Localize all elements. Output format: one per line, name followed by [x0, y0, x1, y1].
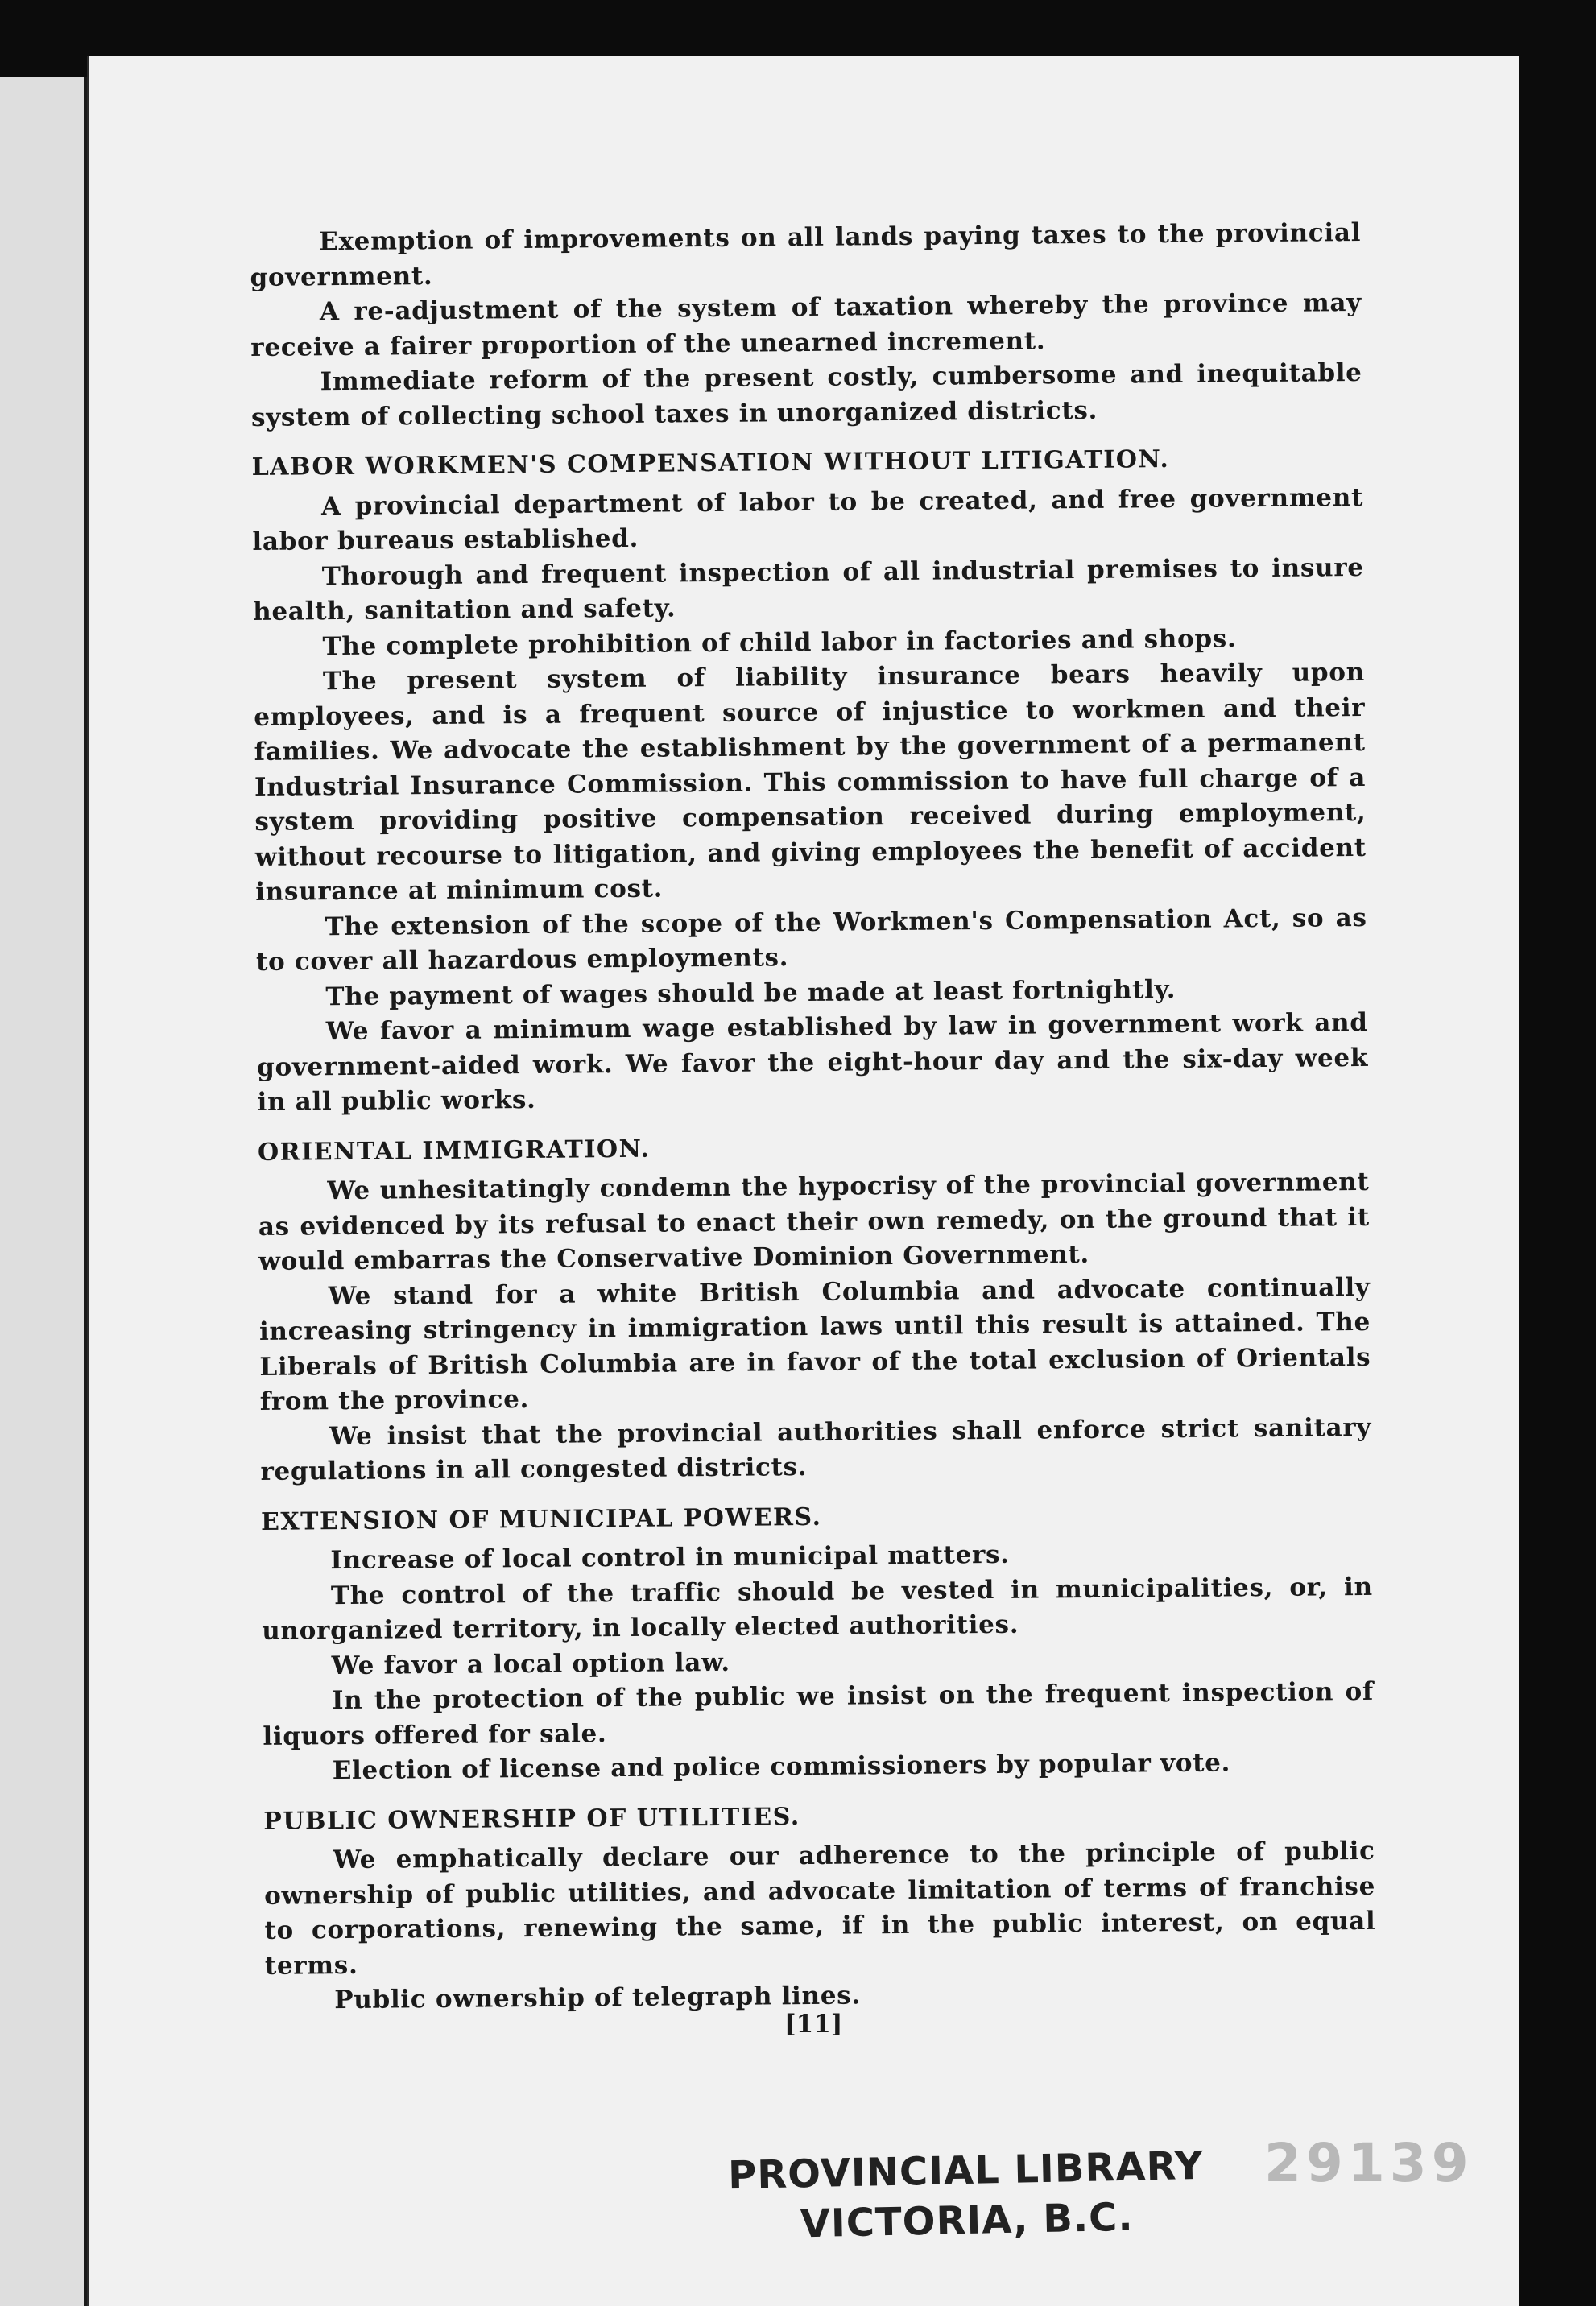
- paragraph: We insist that the provincial authorities shall enforce strict sanitary regulations in all congested districts.: [260, 1412, 1372, 1486]
- section-heading-labor: LABOR WORKMEN'S COMPENSATION WITHOUT LITIGATION.: [251, 445, 1170, 481]
- paragraph: We favor a local option law.: [331, 1647, 730, 1680]
- paragraph: We emphatically declare our adherence to the principle of public ownership of public utilities, and advocate limitation of terms of franchise to corporations, renewing the same, if in the public interest, on equal terms.: [263, 1836, 1376, 1981]
- section-heading-public-ownership: PUBLIC OWNERSHIP OF UTILITIES.: [263, 1802, 800, 1836]
- page-content: [250, 216, 1376, 2019]
- paragraph: The extension of the scope of the Workmen's Compensation Act, so as to cover all hazardous employments.: [255, 903, 1367, 977]
- paragraph: The complete prohibition of child labor in factories and shops.: [322, 623, 1237, 661]
- paragraph: In the protection of the public we insist on the frequent inspection of liquors offered for sale.: [263, 1676, 1375, 1751]
- paragraph: We stand for a white British Columbia and advocate continually increasing stringency in immigration laws until this result is attained. The Liberals of British Columbia are in favor of the total exclusion of Orientals from the province.: [258, 1272, 1371, 1416]
- page-number: [11]: [784, 2010, 843, 2039]
- library-stamp: [708, 2140, 1225, 2250]
- paragraph: Election of license and police commissioners by popular vote.: [332, 1748, 1231, 1786]
- stamp-line-1: PROVINCIAL LIBRARY: [727, 2143, 1205, 2199]
- paragraph: The control of the traffic should be vested in municipalities, or, in unorganized territory, in locally elected authorities.: [262, 1572, 1373, 1646]
- document-page: [87, 56, 1519, 2306]
- paragraph: A provincial department of labor to be created, and free government labor bureaus established.: [252, 482, 1364, 556]
- paragraph: We unhesitatingly condemn the hypocrisy of the provincial government as evidenced by its refusal to enact their own remedy, on the ground that it would embarras the Conservative Dominion Government.: [258, 1167, 1370, 1276]
- paragraph: Thorough and frequent inspection of all industrial premises to insure health, sanitation and safety.: [253, 552, 1364, 626]
- adjacent-page-edge: [0, 77, 87, 2306]
- section-heading-municipal-powers: EXTENSION OF MUNICIPAL POWERS.: [260, 1502, 822, 1536]
- section-heading-oriental-immigration: ORIENTAL IMMIGRATION.: [257, 1134, 651, 1167]
- stamp-line-2: VICTORIA, B.C.: [800, 2194, 1135, 2247]
- paragraph: The payment of wages should be made at least fortnightly.: [325, 974, 1176, 1011]
- paragraph: A re-adjustment of the system of taxation whereby the province may receive a fairer proportion of the unearned increment.: [250, 287, 1362, 362]
- paragraph: Exemption of improvements on all lands paying taxes to the provincial government.: [250, 217, 1362, 292]
- paragraph: Immediate reform of the present costly, cumbersome and inequitable system of collecting school taxes in unorganized districts.: [250, 357, 1362, 432]
- paragraph: Public ownership of telegraph lines.: [334, 1981, 862, 2015]
- paragraph: The present system of liability insurance bears heavily upon employees, and is a frequent source of injustice to workmen and their families. We advocate the establishment by the government of a permanent Industrial Insurance Commission. This commission to have full charge of a system providing positive compensation received during employment, without recourse to litigation, and giving employees the benefit of accident insurance at minimum cost.: [254, 657, 1367, 907]
- paragraph: Increase of local control in municipal matters.: [330, 1539, 1010, 1576]
- paragraph: We favor a minimum wage established by law in government work and government-aided work. We favor the eight-hour day and the six-day week in all public works.: [256, 1007, 1369, 1117]
- accession-number: 29139: [1264, 2132, 1474, 2194]
